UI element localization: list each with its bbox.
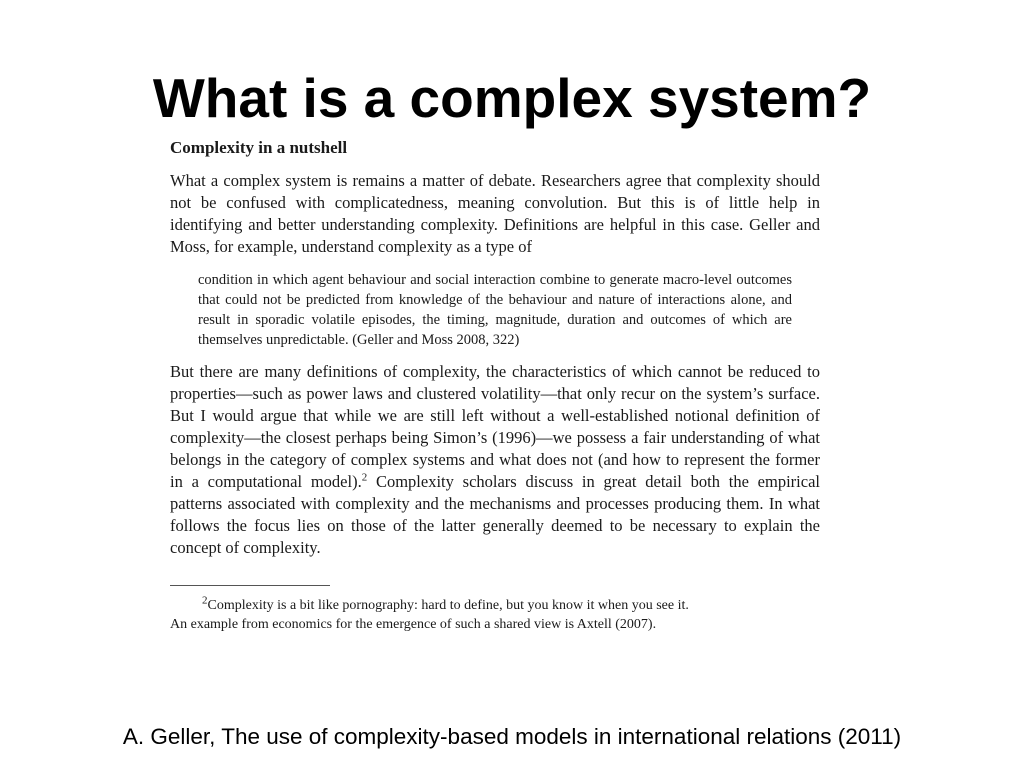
excerpt-block-quote: condition in which agent behaviour and social interaction combine to generate macro-level outcomes that could not be predicted from knowledge of the behaviour and nature of interactions alone, and result in sporadic volatile episodes, the timing, magnitude, duration and outcomes of which are themselves unpredictable. (Geller and Moss 2008, 322) — [198, 272, 792, 348]
paragraph-2-text-before-note: But there are many definitions of complexity, the characteristics of which cannot be reduced to properties—such as power laws and clustered volatility—that only recur on the system’s surface. But I would argue that while we are still left without a well-established notional definition of complexity—the closest perhaps being Simon’s (1996)—we possess a fair understanding of what belongs in the category of complex systems and what does not (and how to represent the former in a computational model). — [170, 362, 820, 491]
source-citation: A. Geller, The use of complexity-based models in international relations (2011) — [122, 724, 902, 749]
slide-title: What is a complex system? — [152, 67, 872, 129]
footnote-divider — [170, 585, 330, 586]
excerpt-paragraph-2 — [170, 361, 820, 559]
footnote-reference-marker: 2 — [361, 471, 368, 484]
footnote-line-2: An example from economics for the emergence of such a shared view is Axtell (2007). — [170, 617, 657, 632]
footnote-marker: 2 — [202, 594, 208, 607]
paragraph-2-text-after-note: Complexity scholars discuss in great detail both the empirical patterns associated with complexity and the mechanisms and processes producing them. In what follows the focus lies on those of the latter generally deemed to be necessary to explain the concept of complexity. — [170, 472, 820, 557]
footnote-text-1: Complexity is a bit like pornography: hard to define, but you know it when you see it. — [207, 598, 689, 613]
excerpt-paragraph-1: What a complex system is remains a matter of debate. Researchers agree that complexity should not be confused with complicatedness, meaning convolution. But this is of little help in identifying and better understanding complexity. Definitions are helpful in this case. Geller and Moss, for example, understand complexity as a type of — [170, 171, 820, 256]
book-excerpt — [170, 137, 820, 634]
excerpt-heading: Complexity in a nutshell — [170, 138, 348, 157]
footnote-line-1 — [170, 596, 820, 615]
